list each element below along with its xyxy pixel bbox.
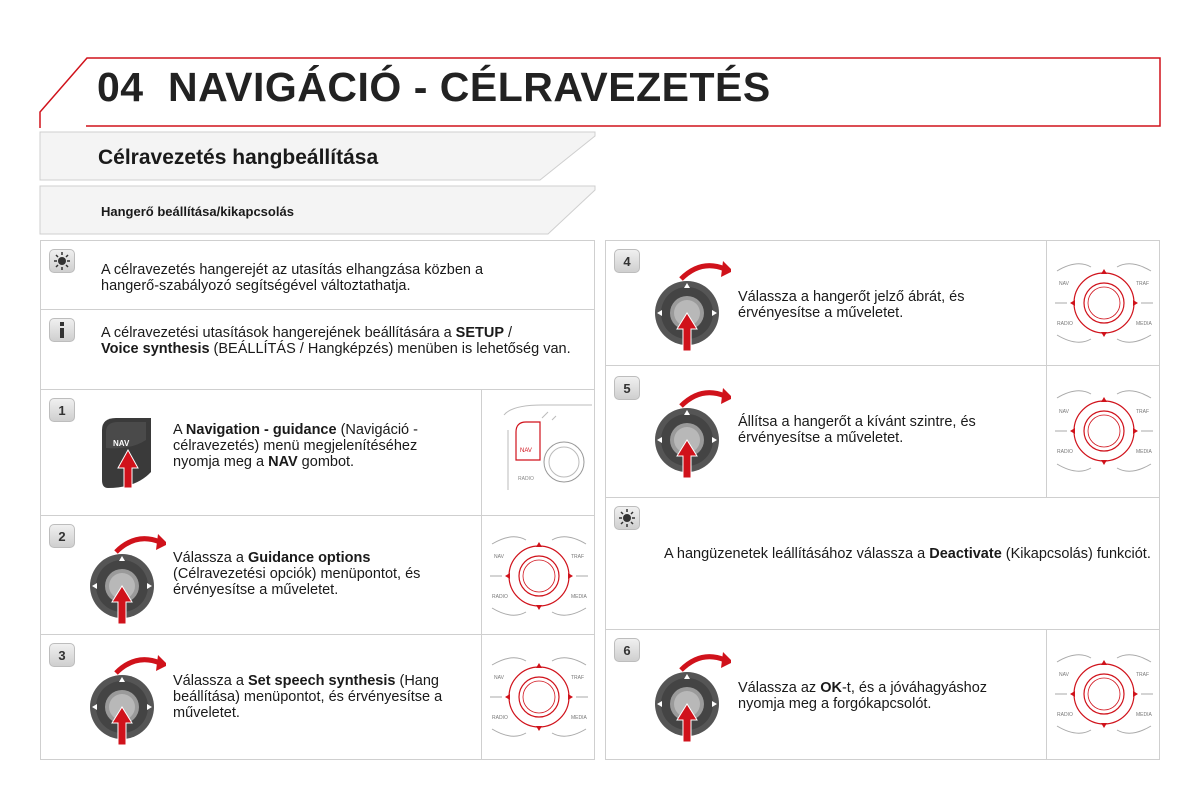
tip-text-part: A hangüzenetek leállításához válassza a (664, 546, 930, 562)
control-panel-thumbnail (1046, 366, 1160, 497)
nav-button-illustration (96, 410, 161, 495)
radio-label: RADIO (492, 594, 508, 600)
radio-label: RADIO (1057, 321, 1073, 327)
step-text-part: (Hang beállítása) menüpontot, és érvényesítse a műveletet. (173, 673, 443, 721)
step-2-text (173, 550, 463, 598)
info-text-part: A célravezetési utasítások hangerejének beállítására a (101, 325, 456, 341)
media-label: MEDIA (1136, 712, 1152, 718)
step-1-box (40, 389, 595, 516)
panel-thumbnail (481, 390, 595, 515)
step-text-part: (Célravezetési opciók) menüpontot, és érvényesítse a műveletet. (173, 566, 421, 598)
step-3-box (40, 634, 595, 760)
step-number: 6 (614, 638, 640, 662)
info-bold-setup: SETUP (455, 325, 505, 341)
rotary-knob-illustration (651, 251, 731, 361)
step-number: 3 (49, 643, 75, 667)
traf-label: TRAF (1136, 672, 1150, 678)
radio-label: RADIO (1057, 449, 1073, 455)
control-panel-thumbnail (1046, 241, 1160, 365)
traf-label: TRAF (571, 554, 585, 560)
nav-label: NAV (494, 554, 504, 560)
step-3-text (173, 673, 463, 721)
step-text-part: A (173, 422, 186, 438)
nav-button-label: NAV (113, 439, 130, 448)
step-4-text: Válassza a hangerőt jelző ábrát, és érvényesítse a műveletet. (738, 289, 965, 321)
step-bold: OK (820, 680, 842, 696)
radio-label: RADIO (1057, 712, 1073, 718)
lightbulb-icon (49, 249, 75, 273)
rotary-knob-illustration (651, 642, 731, 752)
page-title: NAVIGÁCIÓ - CÉLRAVEZETÉS (168, 64, 771, 110)
step-5-box (605, 365, 1160, 498)
media-label: MEDIA (1136, 449, 1152, 455)
lightbulb-icon (614, 506, 640, 530)
step-6-text (738, 680, 1028, 712)
rotary-knob-illustration (86, 645, 166, 755)
control-panel-thumbnail (1046, 630, 1160, 759)
step-text-part: (Navigáció - célravezetés) menü megjelenítéséhez nyomja meg a (173, 422, 418, 470)
nav-label: NAV (494, 675, 504, 681)
step-4-box (605, 240, 1160, 366)
step-text-part: -t, és a jóváhagyáshoz nyomja meg a forgókapcsolót. (738, 680, 988, 712)
step-bold: Guidance options (247, 550, 371, 566)
nav-label: NAV (1059, 409, 1069, 415)
media-label: MEDIA (571, 715, 587, 721)
traf-label: TRAF (571, 675, 585, 681)
chapter-number: 04 (97, 64, 144, 110)
step-bold: NAV (268, 454, 298, 470)
tip-box-left (40, 240, 595, 310)
panel-nav-label: NAV (520, 448, 532, 454)
info-text (101, 325, 576, 357)
step-number: 1 (49, 398, 75, 422)
step-number: 2 (49, 524, 75, 548)
info-icon (49, 318, 75, 342)
step-2-box (40, 515, 595, 635)
step-text-part: Válassza az (738, 680, 821, 696)
section-subtitle: Hangerő beállítása/kikapcsolás (101, 204, 294, 219)
traf-label: TRAF (1136, 409, 1150, 415)
rotary-knob-illustration (651, 378, 731, 488)
step-bold: Set speech synthesis (247, 673, 396, 689)
tip-box-right (605, 497, 1160, 630)
step-text-part: Válassza a (173, 550, 248, 566)
step-text-part: gombot. (297, 454, 355, 470)
nav-label: NAV (1059, 281, 1069, 287)
media-label: MEDIA (1136, 321, 1152, 327)
control-panel-thumbnail (481, 635, 595, 759)
step-1-text (173, 422, 433, 470)
nav-label: NAV (1059, 672, 1069, 678)
info-bold-voice: Voice synthesis (101, 341, 210, 357)
step-number: 4 (614, 249, 640, 273)
step-text-part: Válassza a (173, 673, 248, 689)
panel-radio-label: RADIO (518, 476, 534, 482)
tip-text-part: (Kikapcsolás) funkciót. (1001, 546, 1151, 562)
info-text-part: / (504, 325, 513, 341)
control-panel-thumbnail (481, 516, 595, 634)
step-6-box (605, 629, 1160, 760)
info-box (40, 309, 595, 390)
radio-label: RADIO (492, 715, 508, 721)
info-text-part: (BEÁLLÍTÁS / Hangképzés) menüben is lehetőség van. (209, 341, 571, 357)
rotary-knob-illustration (86, 524, 166, 634)
step-bold: Navigation - guidance (185, 422, 337, 438)
media-label: MEDIA (571, 594, 587, 600)
tip-bold: Deactivate (929, 546, 1002, 562)
step-5-text: Állítsa a hangerőt a kívánt szintre, és érvényesítse a műveletet. (738, 414, 976, 446)
traf-label: TRAF (1136, 281, 1150, 287)
section-banners (0, 0, 600, 240)
step-number: 5 (614, 376, 640, 400)
section-title: Célravezetés hangbeállítása (98, 146, 379, 169)
tip-text: A célravezetés hangerejét az utasítás elhangzása közben a hangerő-szabályozó segítségével változtathatja. (101, 262, 484, 294)
tip-right-text (664, 546, 1154, 562)
